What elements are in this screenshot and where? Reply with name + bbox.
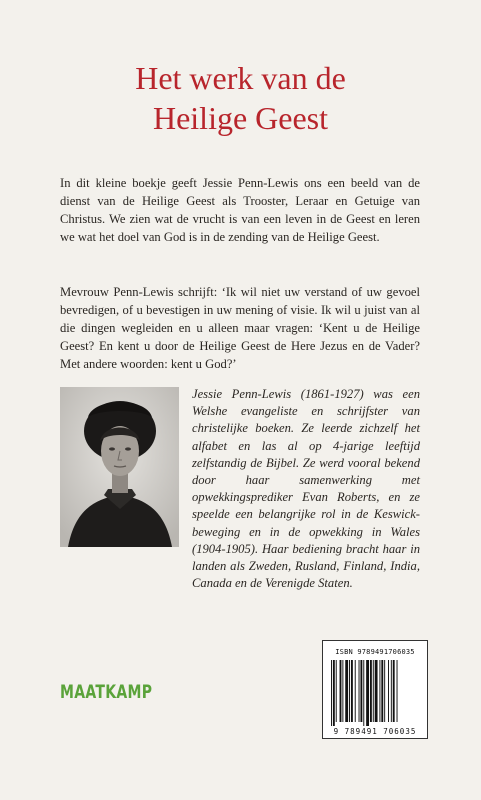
publisher-logo: MAATKAMP <box>60 682 153 704</box>
intro-paragraph-1: In dit kleine boekje geeft Jessie Penn-Lewis ons een beeld van de dienst van de Heilige Geest als Trooster, Leraar en Getuige van Christus. We zien wat de vrucht is van een leven in de Geest en leren we wat het doel van God is in de zending van de Heilige Geest. <box>60 176 420 244</box>
isbn-barcode <box>322 640 428 739</box>
title-line-1: Het werk van de <box>135 60 346 96</box>
isbn-label: ISBN 9789491706035 <box>335 648 415 656</box>
portrait-photo <box>60 387 179 547</box>
author-portrait <box>60 387 179 547</box>
barcode-bars <box>331 660 421 726</box>
intro-paragraph-2: Mevrouw Penn-Lewis schrijft: ‘Ik wil niet uw verstand of uw gevoel bevredigen, of u bevestigen in uw mening of visie. Ik wil u juist van al die dingen wegleiden en u alleen maar vragen: ‘Kent u de Heilige Geest? En kent u door de Heilige Geest de Here Jezus en de Vader? Met andere woorden: kent u God?’ <box>60 285 420 371</box>
author-biography: Jessie Penn-Lewis (1861-1927) was een Welshe evangeliste en schrijfster van christelijke boeken. Ze leerde zichzelf het alfabet en las al op 4-jarige leeftijd zelfstandig de Bijbel. Ze werd vooral bekend door haar samenwerking met opwekkingsprediker Evan Roberts, en ze speelde een belangrijke rol in de Keswick-beweging en in de opwekking in Wales (1904-1905). Haar bediening bracht haar in landen als Zweden, Rusland, Finland, India, Canada en de Verenigde Staten. <box>192 387 420 591</box>
book-title <box>0 58 481 138</box>
isbn-digits: 9 789491 706035 <box>333 727 417 736</box>
title-line-2: Heilige Geest <box>152 100 329 136</box>
